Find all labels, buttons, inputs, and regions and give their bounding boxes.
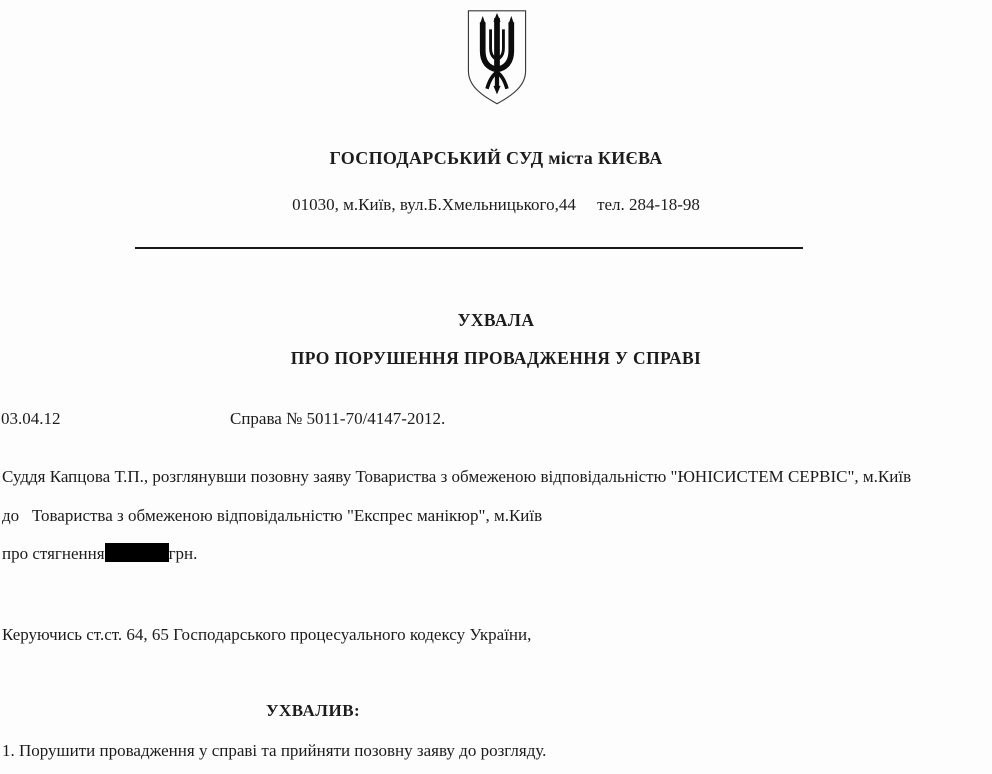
party-line-defendant: до Товариства з обмеженою відповідальністю "Експрес манікюр", м.Київ	[2, 506, 543, 525]
claim-prefix: про стягнення	[2, 544, 105, 563]
resolution-heading: УХВАЛИВ:	[266, 701, 361, 720]
document-title: УХВАЛА	[457, 310, 535, 330]
court-address: 01030, м.Київ, вул.Б.Хмельницького,44 тел. 284-18-98	[292, 195, 700, 214]
legal-basis-line: Керуючись ст.ст. 64, 65 Господарського процесуального кодексу України,	[2, 625, 532, 644]
claim-suffix: грн.	[168, 544, 198, 563]
redacted-amount	[105, 543, 169, 562]
claim-line	[2, 543, 197, 565]
document-subtitle: ПРО ПОРУШЕННЯ ПРОВАДЖЕННЯ У СПРАВІ	[290, 348, 702, 368]
case-number: Справа № 5011-70/4147-2012.	[230, 409, 446, 428]
party-line-plaintiff: Суддя Капцова Т.П., розглянувши позовну заяву Товариства з обмеженою відповідальністю "ЮНІСИСТЕМ СЕРВІС", м.Київ	[2, 467, 912, 486]
header-divider	[135, 247, 803, 249]
document-date: 03.04.12	[1, 409, 61, 428]
court-name: ГОСПОДАРСЬКИЙ СУД міста КИЄВА	[329, 148, 663, 168]
ukraine-coat-of-arms-icon	[461, 8, 533, 108]
resolution-item-1: 1. Порушити провадження у справі та прийняти позовну заяву до розгляду.	[2, 741, 547, 760]
